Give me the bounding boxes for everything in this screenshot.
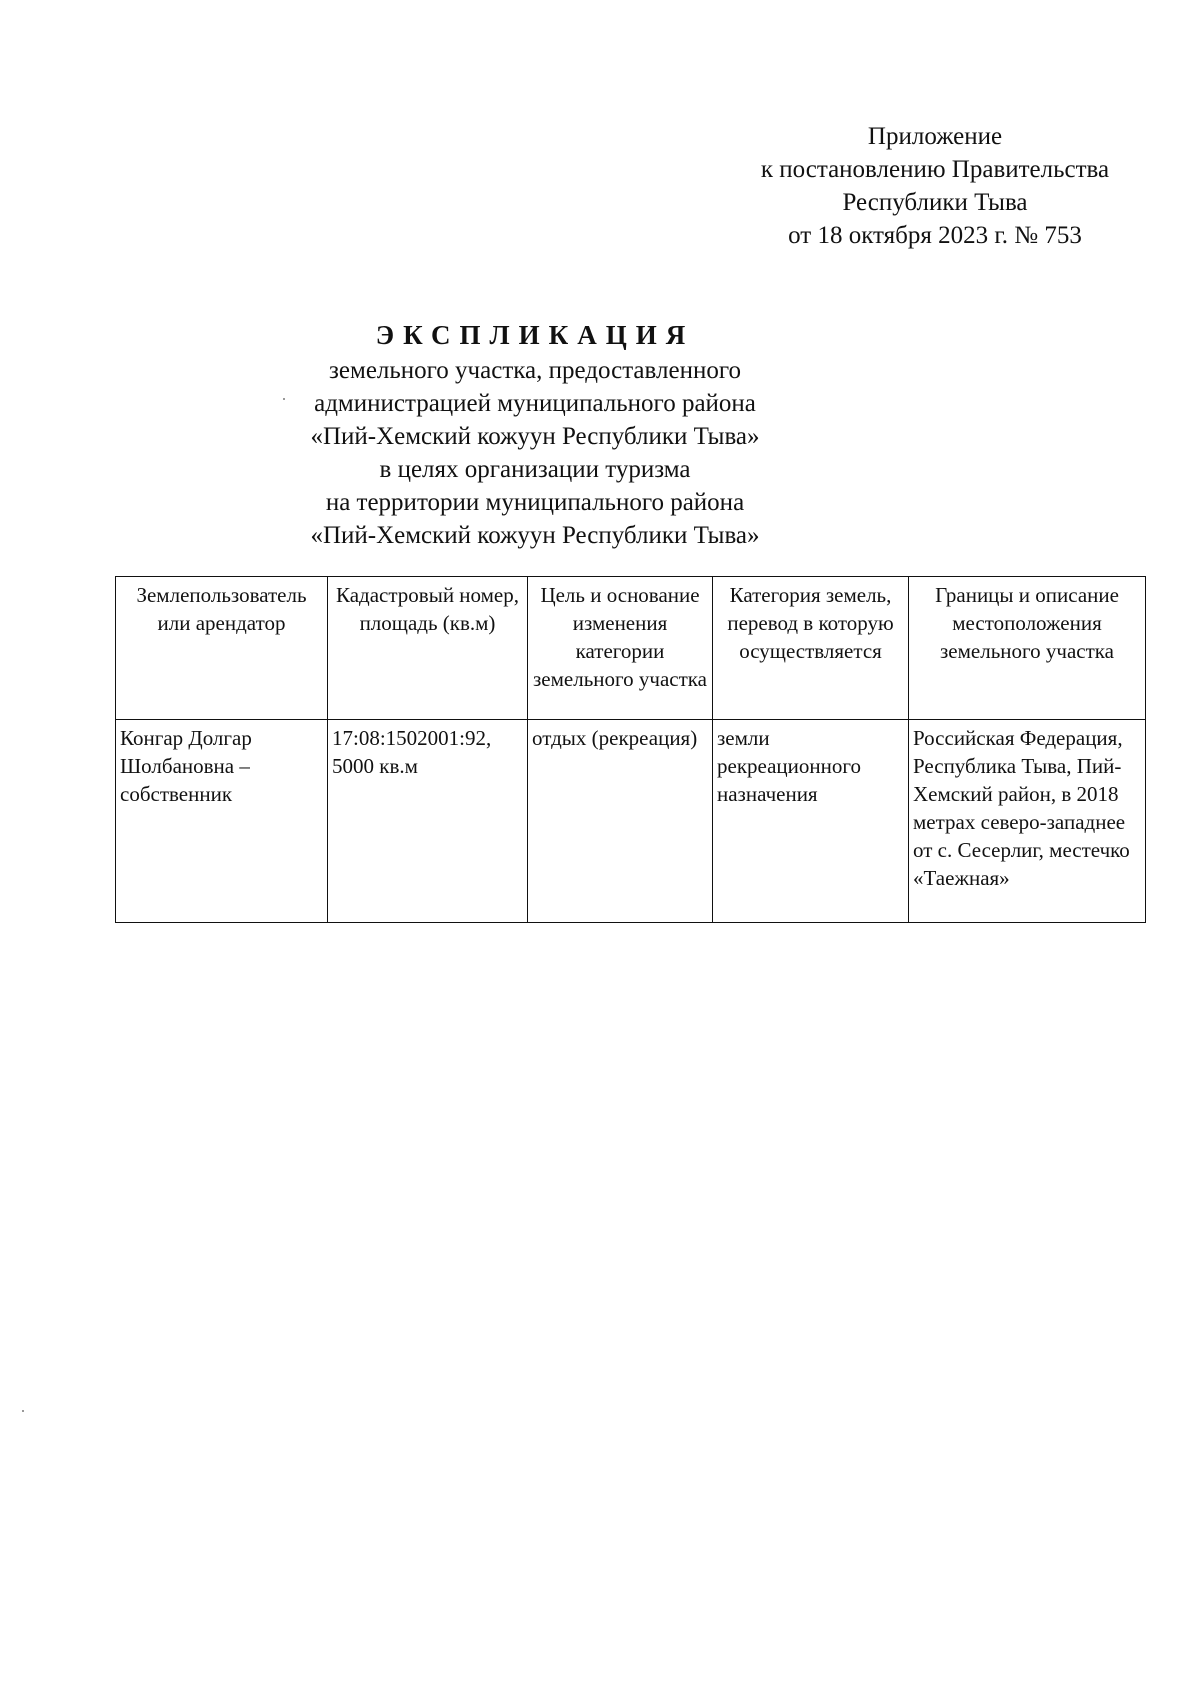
cell-land-user: Конгар Долгар Шолбановна – собственник	[116, 720, 328, 923]
title-line: «Пий-Хемский кожуун Республики Тыва»	[310, 522, 760, 549]
header-cadastral-number: Кадастровый номер, площадь (кв.м)	[328, 577, 528, 720]
appendix-block	[735, 120, 1135, 252]
title-line: земельного участка, предоставленного	[329, 357, 741, 384]
header-purpose: Цель и основание изменения категории земельного участка	[528, 577, 713, 720]
scan-speck	[283, 398, 285, 400]
document-title	[200, 318, 870, 552]
header-land-user: Землепользователь или арендатор	[116, 577, 328, 720]
cell-cadastral-number: 17:08:1502001:92, 5000 кв.м	[328, 720, 528, 923]
title-heading: ЭКСПЛИКАЦИЯ	[375, 320, 695, 350]
explication-table	[115, 576, 1146, 923]
appendix-date-number: от 18 октября 2023 г. № 753	[788, 222, 1082, 249]
title-line: администрацией муниципального района	[314, 390, 756, 417]
appendix-line: Приложение	[867, 123, 1003, 150]
cell-land-category: земли рекреационного назначения	[713, 720, 909, 923]
table-row	[116, 720, 1146, 923]
scan-speck	[22, 1410, 24, 1412]
cell-purpose: отдых (рекреация)	[528, 720, 713, 923]
appendix-line: к постановлению Правительства	[760, 156, 1110, 183]
header-land-category: Категория земель, перевод в которую осуществляется	[713, 577, 909, 720]
title-line: на территории муниципального района	[325, 489, 745, 516]
header-boundaries: Границы и описание местоположения земельного участка	[909, 577, 1146, 720]
table-header-row	[116, 577, 1146, 720]
title-line: в целях организации туризма	[379, 456, 691, 483]
title-line: «Пий-Хемский кожуун Республики Тыва»	[310, 423, 760, 450]
appendix-line: Республики Тыва	[842, 189, 1028, 216]
cell-boundaries: Российская Федерация, Республика Тыва, Пий-Хемский район, в 2018 метрах северо-западнее от с. Сесерлиг, местечко «Таежная»	[909, 720, 1146, 923]
